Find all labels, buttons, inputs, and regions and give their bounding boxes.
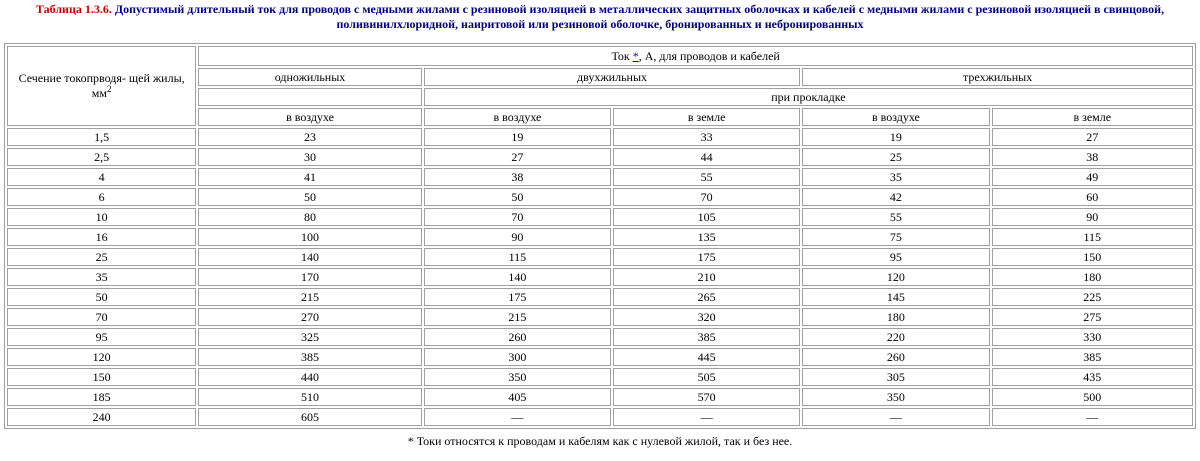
cell-current: 215	[198, 288, 422, 306]
cell-current: 41	[198, 168, 422, 186]
cell-current: 27	[992, 128, 1193, 146]
table-row	[7, 248, 1193, 266]
cell-section: 1,5	[7, 128, 196, 146]
section-label: Сечение токопрводя- щей жилы, мм	[18, 71, 185, 100]
cell-current: 140	[198, 248, 422, 266]
cell-current: 70	[613, 188, 800, 206]
table-number: Таблица 1.3.6.	[35, 2, 112, 16]
cell-current: 55	[613, 168, 800, 186]
cell-current: 320	[613, 308, 800, 326]
cell-current: 350	[424, 368, 611, 386]
cell-current: 170	[198, 268, 422, 286]
table-body	[7, 128, 1193, 426]
cell-current: 605	[198, 408, 422, 426]
cell-current: 405	[424, 388, 611, 406]
cell-current: —	[802, 408, 989, 426]
current-prefix: Ток	[611, 49, 630, 63]
cell-section: 25	[7, 248, 196, 266]
cell-current: 445	[613, 348, 800, 366]
cell-current: 325	[198, 328, 422, 346]
table-row	[7, 408, 1193, 426]
cell-section: 120	[7, 348, 196, 366]
cell-current: 180	[992, 268, 1193, 286]
cell-current: 260	[802, 348, 989, 366]
cell-current: —	[992, 408, 1193, 426]
cell-current: 115	[424, 248, 611, 266]
cell-section: 35	[7, 268, 196, 286]
cell-current: 19	[424, 128, 611, 146]
footnote-link[interactable]: *	[632, 49, 639, 63]
cell-current: 500	[992, 388, 1193, 406]
cell-current: 100	[198, 228, 422, 246]
cell-section: 240	[7, 408, 196, 426]
cell-current: 150	[992, 248, 1193, 266]
cell-current: 180	[802, 308, 989, 326]
header-section	[7, 46, 196, 126]
table-caption	[4, 2, 1196, 32]
current-table	[4, 43, 1196, 429]
cell-current: 135	[613, 228, 800, 246]
header-current	[198, 46, 1193, 66]
cell-current: 300	[424, 348, 611, 366]
cell-current: 305	[802, 368, 989, 386]
cell-section: 2,5	[7, 148, 196, 166]
header-empty-cell	[198, 88, 422, 106]
cell-section: 10	[7, 208, 196, 226]
cell-current: 505	[613, 368, 800, 386]
header-single-core: одножильных	[198, 68, 422, 86]
cell-section: 50	[7, 288, 196, 306]
current-suffix: , А, для проводов и кабелей	[638, 49, 780, 63]
table-row	[7, 348, 1193, 366]
cell-current: 35	[802, 168, 989, 186]
cell-current: 60	[992, 188, 1193, 206]
cell-current: 175	[424, 288, 611, 306]
cell-current: 90	[992, 208, 1193, 226]
table-row	[7, 188, 1193, 206]
cell-current: 38	[992, 148, 1193, 166]
table-row	[7, 208, 1193, 226]
cell-section: 185	[7, 388, 196, 406]
cell-section: 6	[7, 188, 196, 206]
table-row	[7, 148, 1193, 166]
cell-current: 270	[198, 308, 422, 326]
cell-section: 4	[7, 168, 196, 186]
header-col-5: в земле	[992, 108, 1193, 126]
cell-current: 23	[198, 128, 422, 146]
footnote: * Токи относятся к проводам и кабелям как с нулевой жилой, так и без нее.	[407, 434, 793, 448]
cell-current: 49	[992, 168, 1193, 186]
cell-current: 105	[613, 208, 800, 226]
cell-current: 75	[802, 228, 989, 246]
cell-current: 50	[198, 188, 422, 206]
cell-current: 385	[198, 348, 422, 366]
cell-current: 220	[802, 328, 989, 346]
cell-current: 570	[613, 388, 800, 406]
cell-current: 95	[802, 248, 989, 266]
header-col-1: в воздухе	[198, 108, 422, 126]
cell-current: 265	[613, 288, 800, 306]
header-three-core: трехжильных	[802, 68, 1193, 86]
header-col-4: в воздухе	[802, 108, 989, 126]
cell-current: 70	[424, 208, 611, 226]
cell-current: 215	[424, 308, 611, 326]
cell-current: 42	[802, 188, 989, 206]
cell-current: 510	[198, 388, 422, 406]
cell-current: 225	[992, 288, 1193, 306]
cell-current: 115	[992, 228, 1193, 246]
header-col-3: в земле	[613, 108, 800, 126]
cell-current: 385	[613, 328, 800, 346]
cell-current: 435	[992, 368, 1193, 386]
cell-current: 175	[613, 248, 800, 266]
cell-current: 90	[424, 228, 611, 246]
cell-section: 16	[7, 228, 196, 246]
cell-section: 95	[7, 328, 196, 346]
cell-current: 145	[802, 288, 989, 306]
cell-current: 27	[424, 148, 611, 166]
cell-section: 150	[7, 368, 196, 386]
cell-section: 70	[7, 308, 196, 326]
header-row-current	[7, 46, 1193, 66]
cell-current: 25	[802, 148, 989, 166]
section-unit-sup: 2	[106, 84, 112, 94]
cell-current: 385	[992, 348, 1193, 366]
cell-current: 120	[802, 268, 989, 286]
cell-current: 80	[198, 208, 422, 226]
table-row	[7, 368, 1193, 386]
cell-current: 55	[802, 208, 989, 226]
header-two-core: двухжильных	[424, 68, 801, 86]
header-laying: при прокладке	[424, 88, 1193, 106]
cell-current: 210	[613, 268, 800, 286]
cell-current: —	[424, 408, 611, 426]
table-row	[7, 388, 1193, 406]
cell-current: 440	[198, 368, 422, 386]
cell-current: 50	[424, 188, 611, 206]
cell-current: 140	[424, 268, 611, 286]
cell-current: 38	[424, 168, 611, 186]
table-row	[7, 268, 1193, 286]
cell-current: —	[613, 408, 800, 426]
table-row	[7, 228, 1193, 246]
table-row	[7, 308, 1193, 326]
cell-current: 275	[992, 308, 1193, 326]
cell-current: 33	[613, 128, 800, 146]
cell-current: 44	[613, 148, 800, 166]
cell-current: 30	[198, 148, 422, 166]
header-col-2: в воздухе	[424, 108, 611, 126]
table-row	[7, 288, 1193, 306]
table-row	[7, 168, 1193, 186]
table-row	[7, 128, 1193, 146]
table-header	[7, 46, 1193, 126]
cell-current: 260	[424, 328, 611, 346]
table-title: Допустимый длительный ток для проводов с медными жилами с резиновой изоляцией в металлических защитных оболочках и кабелей с медными жилами с резиновой изоляцией в свинцовой, поливинилхлоридной, наиритовой или резиновой оболочке, бронированных и небронированных	[114, 2, 1165, 31]
cell-current: 19	[802, 128, 989, 146]
cell-current: 330	[992, 328, 1193, 346]
table-row	[7, 328, 1193, 346]
cell-current: 350	[802, 388, 989, 406]
